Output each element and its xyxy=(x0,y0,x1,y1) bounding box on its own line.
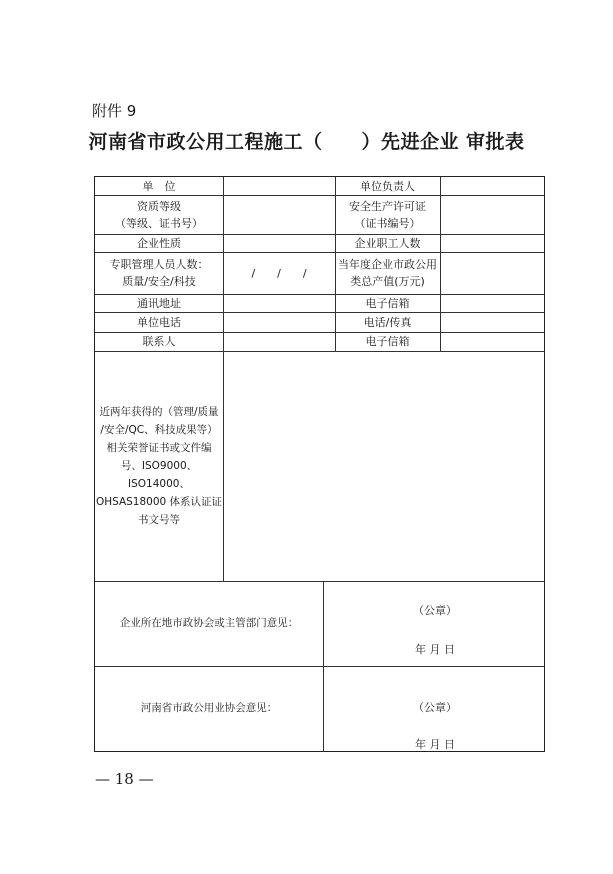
enterprise-type-field[interactable] xyxy=(223,234,335,252)
contact-field[interactable] xyxy=(223,332,335,351)
local-opinion-label: 企业所在地市政协会或主管部门意见： xyxy=(119,617,299,629)
phone-fax-field[interactable] xyxy=(440,312,544,332)
contact-email-field[interactable] xyxy=(440,332,544,351)
unit-head-label: 单位负责人 xyxy=(360,179,415,193)
unit-name-field[interactable] xyxy=(223,177,335,195)
managers-field[interactable]: / / / xyxy=(251,266,307,280)
provincial-date-label: 年 月 日 xyxy=(415,738,455,751)
contact-email-label: 电子信箱 xyxy=(365,335,410,348)
provincial-seal-label: （公章） xyxy=(413,701,457,714)
address-label: 通讯地址 xyxy=(137,296,181,310)
approval-form-table xyxy=(94,176,545,752)
unit-head-field[interactable] xyxy=(440,177,544,195)
unit-name-label: 单 位 xyxy=(142,179,176,193)
honors-field[interactable] xyxy=(223,351,544,581)
local-seal-label: （公章） xyxy=(413,604,457,617)
annual-output-label: 当年度企业市政公用 类总产值(万元) xyxy=(338,258,437,288)
staff-count-label: 企业职工人数 xyxy=(354,236,421,250)
annual-output-field[interactable] xyxy=(440,252,544,294)
phone-label: 单位电话 xyxy=(137,315,181,329)
qualification-label: 资质等级 （等级、证书号） xyxy=(115,199,203,230)
local-date-label: 年 月 日 xyxy=(415,643,455,656)
managers-label: 专职管理人员人数： 质量/安全/科技 xyxy=(109,258,209,288)
enterprise-type-label: 企业性质 xyxy=(137,236,181,250)
email-field[interactable] xyxy=(440,294,544,312)
email-label: 电子信箱 xyxy=(365,296,410,310)
page-number: — 18 — xyxy=(95,770,154,788)
staff-count-field[interactable] xyxy=(440,234,544,252)
address-field[interactable] xyxy=(223,294,335,312)
page-title: 河南省市政公用工程施工（ ）先进企业 审批表 xyxy=(88,131,525,153)
safety-license-field[interactable] xyxy=(440,195,544,234)
phone-field[interactable] xyxy=(223,312,335,332)
safety-license-label: 安全生产许可证 （证书编号） xyxy=(349,199,426,230)
honors-label: 近两年获得的（管理/质量 /安全/QC、科技成果等） 相关荣誉证书或文件编 号、ISO9000、ISO14000、 OHSAS18000 体系认证证 书文号等 xyxy=(95,406,223,526)
qualification-field[interactable] xyxy=(223,195,335,234)
provincial-opinion-label: 河南省市政公用业协会意见： xyxy=(140,702,278,714)
contact-label: 联系人 xyxy=(142,335,176,348)
attachment-label: 附件 9 xyxy=(92,102,137,120)
phone-fax-label: 电话/传真 xyxy=(363,315,412,329)
